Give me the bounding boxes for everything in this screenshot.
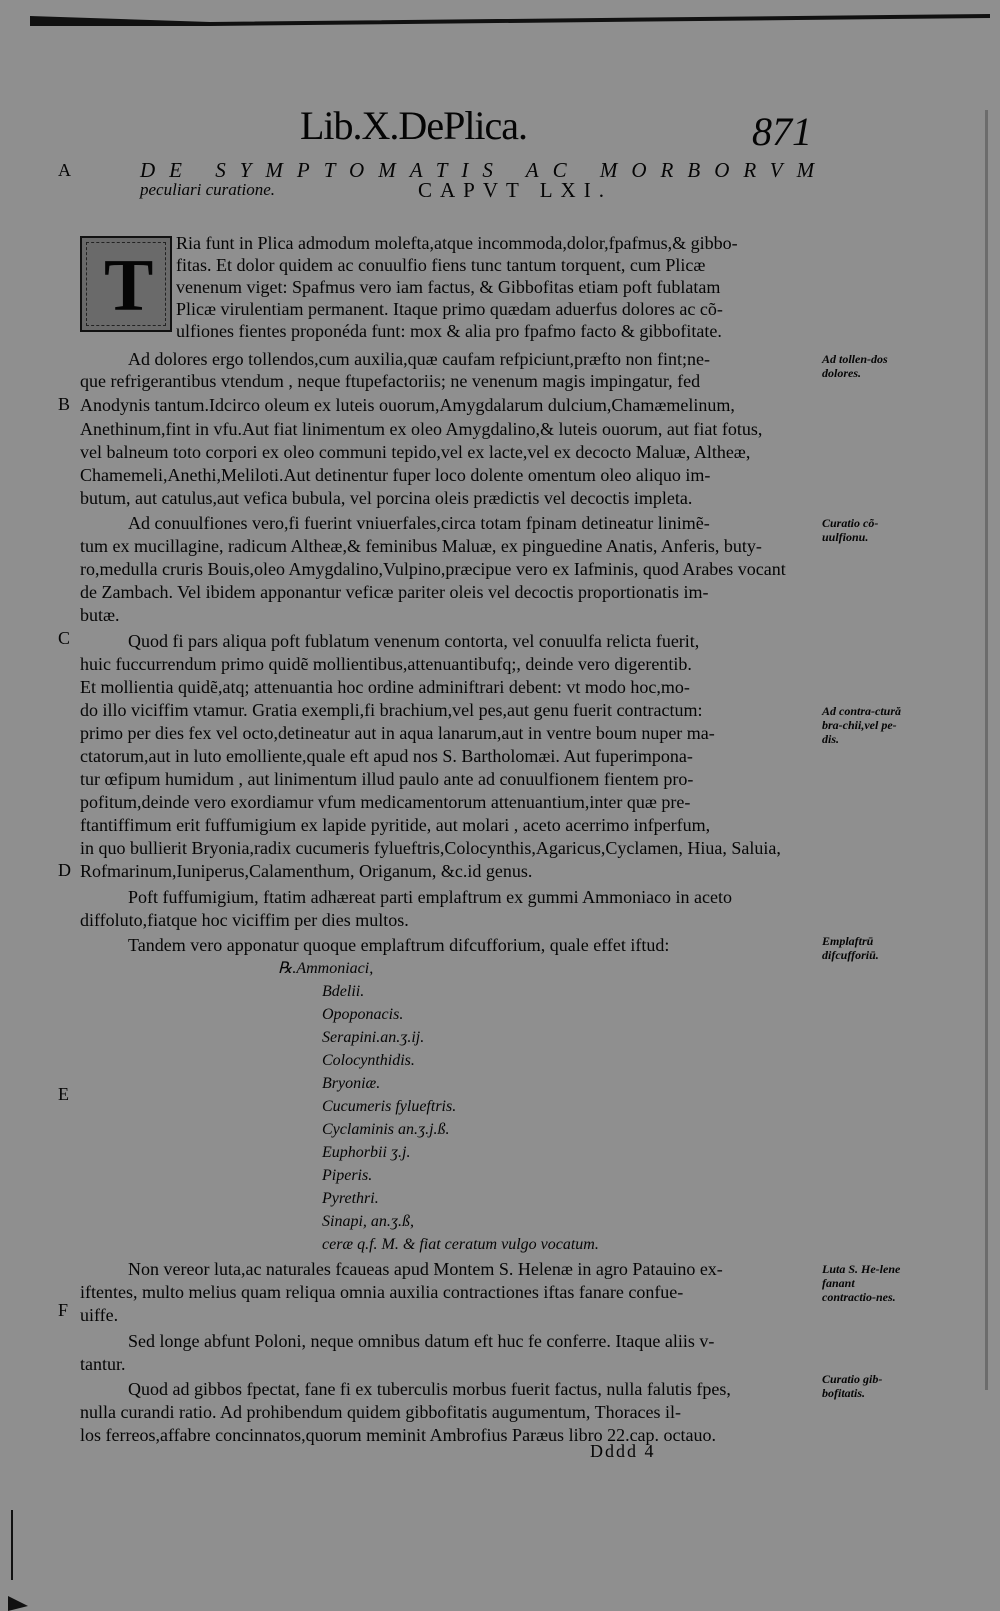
recipe-line: Piperis. bbox=[322, 1167, 373, 1184]
recipe-line: Serapini.an.ʒ.ij. bbox=[322, 1029, 425, 1046]
text-line: los ferreos,affabre concinnatos,quorum meminit Ambrofius Paræus libro 22.cap. octauo. bbox=[80, 1425, 717, 1445]
signature-mark: Dddd 4 bbox=[590, 1441, 656, 1461]
recipe-line: Sinapi, an.ʒ.ß, bbox=[322, 1213, 414, 1230]
text-line: Anethinum,fint in vfu.Aut fiat linimentum ex oleo Amygdalino,& luteis ouorum, aut fiat fotus, bbox=[80, 419, 763, 439]
page-edge-top bbox=[30, 14, 990, 30]
recipe-line: ceræ q.f. M. & fiat ceratum vulgo vocatum. bbox=[322, 1236, 599, 1253]
page-edge-right bbox=[985, 110, 988, 1390]
margin-note: Ad contra-ctură bra-chii,vel pe-dis. bbox=[822, 704, 902, 746]
text-line: Tandem vero apponatur quoque emplaftrum difcufforium, quale effet iftud: bbox=[128, 935, 670, 955]
text-line: uiffe. bbox=[80, 1305, 119, 1325]
text-line: butæ. bbox=[80, 605, 120, 625]
text-line: de Zambach. Vel ibidem apponantur veficæ pariter oleis vel decoctis proportionatis im- bbox=[80, 582, 709, 602]
page-edge-left bbox=[8, 1510, 28, 1611]
text-line: que refrigerantibus vtendum , neque ftupefactoriis; ne venenum magis impingatur, fed bbox=[80, 371, 701, 391]
text-line: Non vereor luta,ac naturales fcaueas apud Montem S. Helenæ in agro Patauino ex- bbox=[128, 1259, 723, 1279]
recipe-line: Bdelii. bbox=[322, 983, 365, 1000]
recipe-line: ℞.Ammoniaci, bbox=[278, 960, 374, 977]
margin-note: Luta S. He-lene fanant contractio-nes. bbox=[822, 1262, 901, 1304]
text-line: ftantiffimum erit fuffumigium ex lapide pyritide, aut molari , aceto acerrimo infperfum, bbox=[80, 815, 711, 835]
text-line: pofitum,deinde vero exordiamur vfum medicamentorum attenuantium,inter quæ pre- bbox=[80, 792, 691, 812]
margin-letter-e: E bbox=[58, 1084, 69, 1104]
text-line: vel balneum toto corpori ex oleo communi tepido,vel ex lacte,vel ex decocto Maluæ, Altheæ, bbox=[80, 442, 751, 462]
text-line: butum, aut catulus,aut vefica bubula, vel porcina oleis prædictis vel decoctis impleta. bbox=[80, 488, 693, 508]
text-line: Poft fuffumigium, ftatim adhæreat parti emplaftrum ex gummi Ammoniaco in aceto bbox=[128, 887, 733, 907]
recipe-line: Opoponacis. bbox=[322, 1006, 404, 1023]
text-line: tur œfipum humidum , aut linimentum illud paulo ante ad conuulfionem fientem pro- bbox=[80, 769, 694, 789]
recipe-line: Cucumeris fylueftris. bbox=[322, 1098, 457, 1115]
chapter-number: CAPVT LXI. bbox=[418, 178, 612, 202]
page-number: 871 bbox=[752, 109, 812, 154]
text-line: primo per dies fex vel octo,detineatur aut in aqua lanarum,aut in ventre boum nuper ma- bbox=[80, 723, 715, 743]
running-head: Lib.X.DePlica. bbox=[300, 103, 528, 148]
text-line: Ria funt in Plica admodum molefta,atque incommoda,dolor,fpafmus,& gibbo- bbox=[176, 233, 738, 253]
recipe-line: Bryoniæ. bbox=[322, 1075, 381, 1092]
text-line: diffoluto,fiatque hoc viciffim per dies multos. bbox=[80, 910, 409, 930]
text-line: Rofmarinum,Iuniperus,Calamenthum, Origanum, &c.id genus. bbox=[80, 861, 533, 881]
recipe-line: Pyrethri. bbox=[322, 1190, 379, 1207]
text-line: Sed longe abfunt Poloni, neque omnibus datum eft huc fe conferre. Itaque aliis v- bbox=[128, 1331, 715, 1351]
text-line: Ad conuulfiones vero,fi fuerint vniuerfales,circa totam fpinam detineatur linimẽ- bbox=[128, 513, 710, 533]
margin-note: Ad tollen-dos dolores. bbox=[822, 352, 888, 380]
text-line: tantur. bbox=[80, 1354, 126, 1374]
text-line: Chamemeli,Anethi,Meliloti.Aut detinentur fuper loco dolente omentum oleo aliquo im- bbox=[80, 465, 711, 485]
text-line: ro,medulla cruris Bouis,oleo Amygdalino,Vulpino,præcipue vero ex Iafminis, quod Arabes vocant bbox=[80, 559, 786, 579]
margin-note: Emplaftrū difcufforiū. bbox=[822, 934, 879, 962]
text-line: tum ex mucillagine, radicum Altheæ,& feminibus Maluæ, ex pinguedine Anatis, Anferis, buty- bbox=[80, 536, 762, 556]
text-line: Plicæ virulentiam permanent. Itaque primo quædam aduerfus dolores ac cõ- bbox=[176, 299, 723, 319]
text-line: ctatorum,aut in luto emolliente,quale eft apud nos S. Bartholomæi. Aut fuperimpona- bbox=[80, 746, 693, 766]
text-line: Anodynis tantum.Idcirco oleum ex luteis ouorum,Amygdalarum dulcium,Chamæmelinum, bbox=[80, 395, 735, 415]
text-line: ulfiones fientes proponéda funt: mox & alia pro fpafmo facto & gibbofitate. bbox=[176, 321, 722, 341]
recipe-line: Euphorbii ʒ.j. bbox=[322, 1144, 411, 1161]
text-line: do illo viciffim vtamur. Gratia exempli,fi brachium,vel pes,aut genu fuerit contractum: bbox=[80, 700, 703, 720]
text-line: huic fuccurrendum primo quidẽ mollientibus,attenuantibufq;, deinde vero digerentib. bbox=[80, 654, 692, 674]
text-line: Quod ad gibbos fpectat, fane fi ex tuberculis morbus fuerit factus, nulla falutis fpes, bbox=[128, 1379, 731, 1399]
text-line: venenum viget: Spafmus vero iam factus, & Gibbofitas etiam poft fublatam bbox=[176, 277, 721, 297]
margin-letter-b: B bbox=[58, 394, 71, 414]
margin-letter-a: A bbox=[58, 160, 71, 180]
drop-capital-letter: T bbox=[104, 245, 154, 327]
text-line: nulla curandi ratio. Ad prohibendum quidem gibbofitatis augumentum, Thoraces il- bbox=[80, 1402, 682, 1422]
text-line: fitas. Et dolor quidem ac conuulfio fiens tunc tantum torquent, cum Plicæ bbox=[176, 255, 706, 275]
chapter-title: DE SYMPTOMATIS AC MORBORVM bbox=[140, 158, 829, 182]
text-line: Et mollientia quidẽ,atq; attenuantia hoc ordine adminiftrari debent: vt modo hoc,mo- bbox=[80, 677, 690, 697]
chapter-subtitle: peculiari curatione. bbox=[140, 180, 276, 199]
drop-capital bbox=[80, 236, 172, 332]
recipe-line: Cyclaminis an.ʒ.j.ß. bbox=[322, 1121, 450, 1138]
margin-letter-d: D bbox=[58, 860, 71, 880]
recipe-line: Colocynthidis. bbox=[322, 1052, 415, 1069]
text-line: Ad dolores ergo tollendos,cum auxilia,quæ caufam refpiciunt,præfto non fint;ne- bbox=[128, 349, 711, 369]
text-line: iftentes, multo melius quam reliqua omnia auxilia contractiones iftas fanare confue- bbox=[80, 1282, 684, 1302]
margin-letter-c: C bbox=[58, 628, 71, 648]
text-line: in quo bullierit Bryonia,radix cucumeris fylueftris,Colocynthis,Agaricus,Cyclamen, Hiua, Saluia, bbox=[80, 838, 781, 858]
margin-note: Curatio gib-bofitatis. bbox=[822, 1372, 883, 1400]
margin-letter-f: F bbox=[58, 1300, 69, 1320]
text-line: Quod fi pars aliqua poft fublatum venenum contorta, vel conuulfa relicta fuerit, bbox=[128, 631, 700, 651]
margin-note: Curatio cõ-uulfionu. bbox=[822, 516, 879, 544]
